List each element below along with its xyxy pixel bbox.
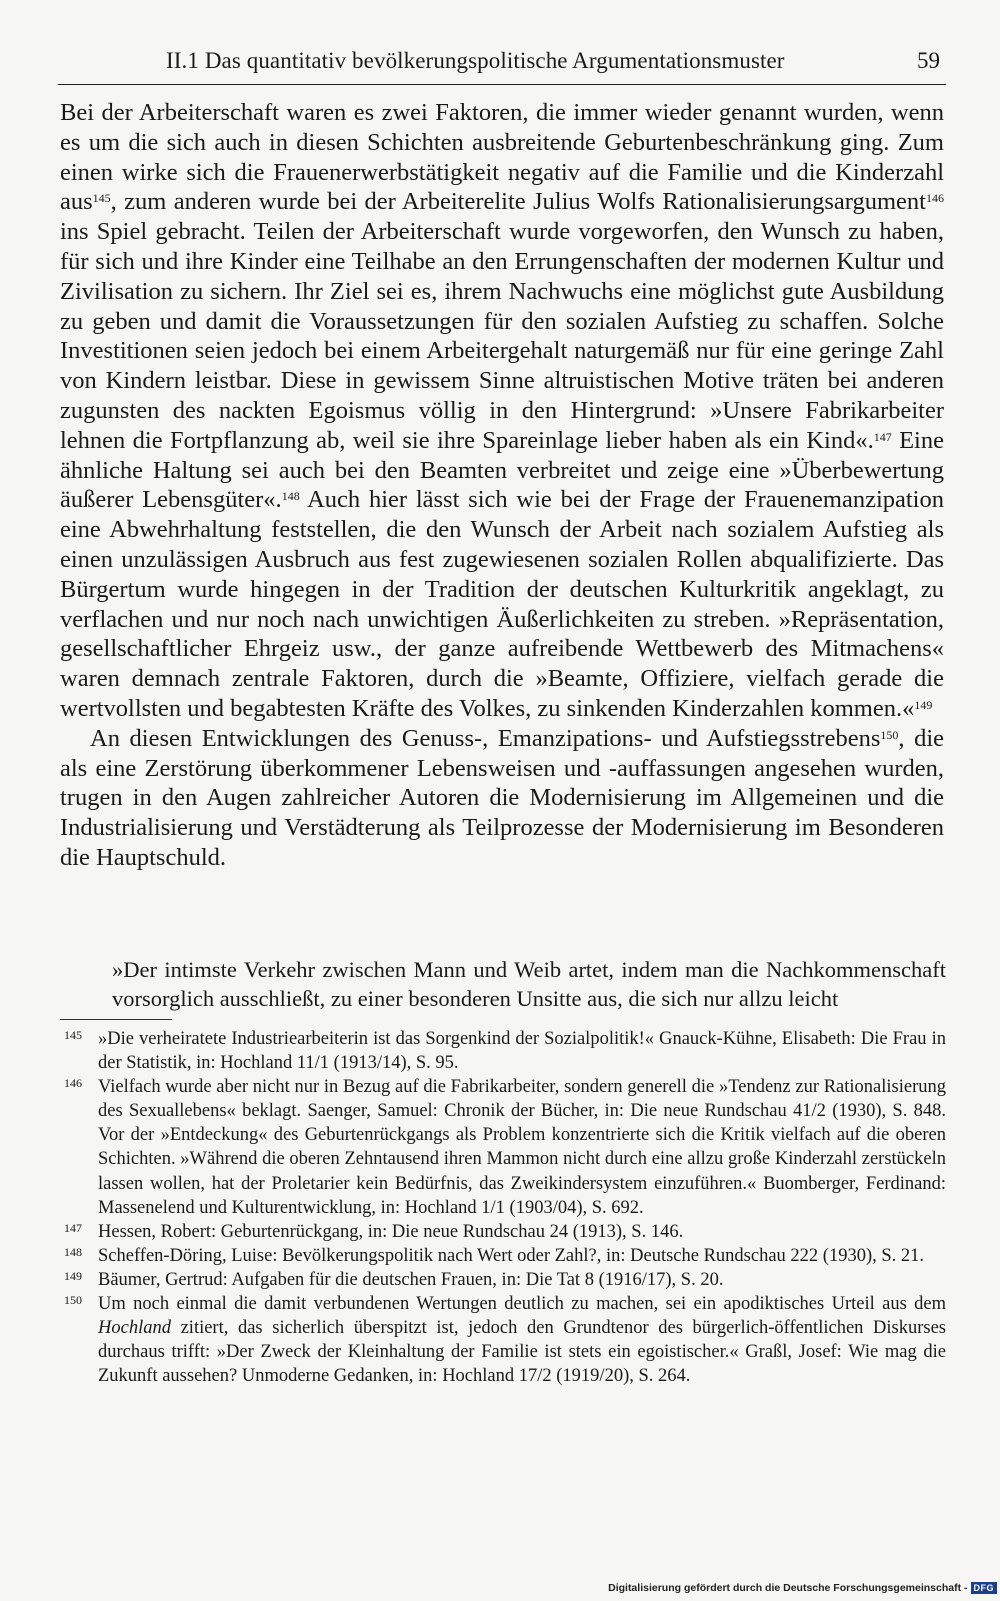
text-run: An diesen Entwicklungen des Genuss-, Emanzipations- und Aufstiegsstrebens (90, 724, 881, 752)
footnote-146 (60, 1075, 946, 1220)
footnote-number: 150 (64, 1293, 82, 1308)
footnote-text: Vielfach wurde aber nicht nur in Bezug auf die Fabrikarbeiter, sondern generell die »Tendenz zur Rationalisierung des Sexuallebens« beklagt. Saenger, Samuel: Chronik der Bücher, in: Die neue Rundschau 41/2 (1930), S. 848. Vor der »Entdeckung« des Geburtenrückgangs als Problem konzentrierte sich die Kritik vielfach auf die oberen Schichten. »Während die oberen Zehntausend ihren Mammon nicht durch eine allzu große Kinderzahl zerstückeln lassen wollen, hat der Proletarier kein Bedürfnis, das Zweikindersystem einzuführen.« Buomberger, Ferdinand: Massenelend und Kulturentwicklung, in: Hochland 1/1 (1903/04), S. 692. (98, 1077, 946, 1218)
footnote-ref-150[interactable]: 150 (880, 727, 899, 742)
text-run: Bei der Arbeiterschaft waren es zwei Faktoren, die immer wieder genannt wurden, wenn es um die sich auch in diesen Schichten ausbreitende Geburtenbeschränkung ging. Zum einen wirke sich die Frauenerwerbstätigkeit negativ auf die Familie und die Kinderzahl aus (60, 99, 944, 216)
footnote-149 (60, 1268, 946, 1292)
text-run: , die als eine Zerstörung überkommener Lebensweisen und -auffassungen angesehen wurden, trugen in den Augen zahlreicher Autoren die Modernisierung im Allgemeinen und die Industrialisierung und Verstädterung als Teilprozesse der Modernisierung im Besonderen die Hauptschuld. (60, 724, 944, 871)
text-run: Eine ähnliche Haltung sei auch bei den Beamten verbreitet und zeige eine »Überbewertung äußerer Lebensgüter«. (60, 426, 944, 514)
footnotes (60, 1027, 946, 1388)
text-run: Auch hier lässt sich wie bei der Frage der Frauenemanzipation eine Abwehrhaltung feststellen, die den Wunsch der Arbeit nach sozialem Aufstieg als einen unzulässigen Ausbruch aus fest zugewiesenen sozialen Rollen abqualifizierte. Das Bürgertum wurde hingegen in der Tradition der deutschen Kulturkritik angeklagt, zu verflachen und nur noch nach unwichtigen Äußerlichkeiten zu streben. »Repräsentation, gesellschaftlicher Ehrgeiz usw., der ganze aufreibende Wettbewerb des Mitmachens« waren demnach zentrale Faktoren, durch die »Beamte, Offiziere, vielfach gerade die wertvollsten und begabtesten Kräfte des Volkes, zu sinkenden Kinderzahlen kommen.« (60, 486, 944, 722)
block-quote: »Der intimste Verkehr zwischen Mann und Weib artet, indem man die Nachkommenschaft vorsorglich ausschließt, zu einer besonderen Unsitte aus, die sich nur allzu leicht (112, 957, 946, 1011)
journal-title-italic: Hochland (98, 1318, 171, 1339)
footnote-150 (60, 1292, 946, 1388)
running-head-title: II.1 Das quantitativ bevölkerungspolitische Argumentationsmuster (166, 48, 785, 73)
footnote-text: Hessen, Robert: Geburtenrückgang, in: Die neue Rundschau 24 (1913), S. 146. (98, 1221, 684, 1242)
paragraph (60, 98, 944, 724)
page-number: 59 (917, 48, 940, 73)
footnote-text: Um noch einmal die damit verbundenen Wertungen deutlich zu machen, sei ein apodiktisches Urteil aus dem (98, 1294, 946, 1315)
footnote-text: »Die verheiratete Industriearbeiterin ist das Sorgenkind der Sozialpolitik!« Gnauck-Kühne, Elisabeth: Die Frau in der Statistik, in: Hochland 11/1 (1913/14), S. 95. (98, 1029, 946, 1074)
footer-credit: Digitalisierung gefördert durch die Deutsche Forschungsgemeinschaft - (608, 1582, 968, 1594)
footnote-number: 149 (64, 1268, 82, 1283)
footnote-148 (60, 1244, 946, 1268)
footnote-ref-148[interactable]: 148 (281, 489, 300, 504)
footnote-number: 146 (64, 1076, 82, 1091)
footnote-ref-145[interactable]: 145 (92, 191, 111, 206)
text-run: , zum anderen wurde bei der Arbeiterelite Julius Wolfs Rationalisierungsargument (110, 188, 926, 216)
footnote-number: 148 (64, 1244, 82, 1259)
dfg-logo-icon: DFG (971, 1582, 998, 1594)
footnote-ref-146[interactable]: 146 (926, 191, 944, 206)
main-text (60, 98, 944, 873)
footnote-ref-149[interactable]: 149 (914, 697, 933, 712)
running-header (58, 46, 946, 85)
footnote-147 (60, 1220, 946, 1244)
paragraph (60, 724, 944, 873)
footnote-ref-147[interactable]: 147 (873, 429, 892, 444)
digitization-footer (608, 1582, 997, 1594)
footnote-number: 147 (64, 1220, 82, 1235)
footnote-number: 145 (64, 1028, 82, 1042)
footnote-text: Bäumer, Gertrud: Aufgaben für die deutschen Frauen, in: Die Tat 8 (1916/17), S. 20. (98, 1269, 724, 1290)
footnote-145 (60, 1027, 946, 1075)
footnote-divider (60, 1019, 172, 1020)
footnote-text: zitiert, das sicherlich überspitzt ist, jedoch den Grundtenor des bürgerlich-öffentlichen Diskurses durchaus trifft: »Der Zweck der Kleinhaltung der Familie ist stets ein egoistischer.« Graßl, Josef: Wie mag die Zukunft aussehen? Unmoderne Gedanken, in: Hochland 17/2 (1919/20), S. 264. (98, 1318, 946, 1387)
footnote-text: Scheffen-Döring, Luise: Bevölkerungspolitik nach Wert oder Zahl?, in: Deutsche Rundschau 222 (1930), S. 21. (98, 1245, 925, 1266)
text-run: ins Spiel gebracht. Teilen der Arbeiterschaft wurde vorgeworfen, den Wunsch zu haben, für sich und ihre Kinder eine Teilhabe an den Errungenschaften der modernen Kultur und Zivilisation zu sichern. Ihr Ziel sei es, ihrem Nachwuchs eine möglichst gute Ausbildung zu geben und damit die Voraussetzungen für den sozialen Aufstieg zu schaffen. Solche Investitionen seien jedoch bei einem Arbeitergehalt naturgemäß nur für eine geringe Zahl von Kindern leistbar. Diese in gewissem Sinne altruistischen Motive träten bei anderen zugunsten des nackten Egoismus völlig in den Hintergrund: »Unsere Fabrikarbeiter lehnen die Fortpflanzung ab, weil sie ihre Spareinlage lieber haben als ein Kind«. (60, 218, 944, 454)
